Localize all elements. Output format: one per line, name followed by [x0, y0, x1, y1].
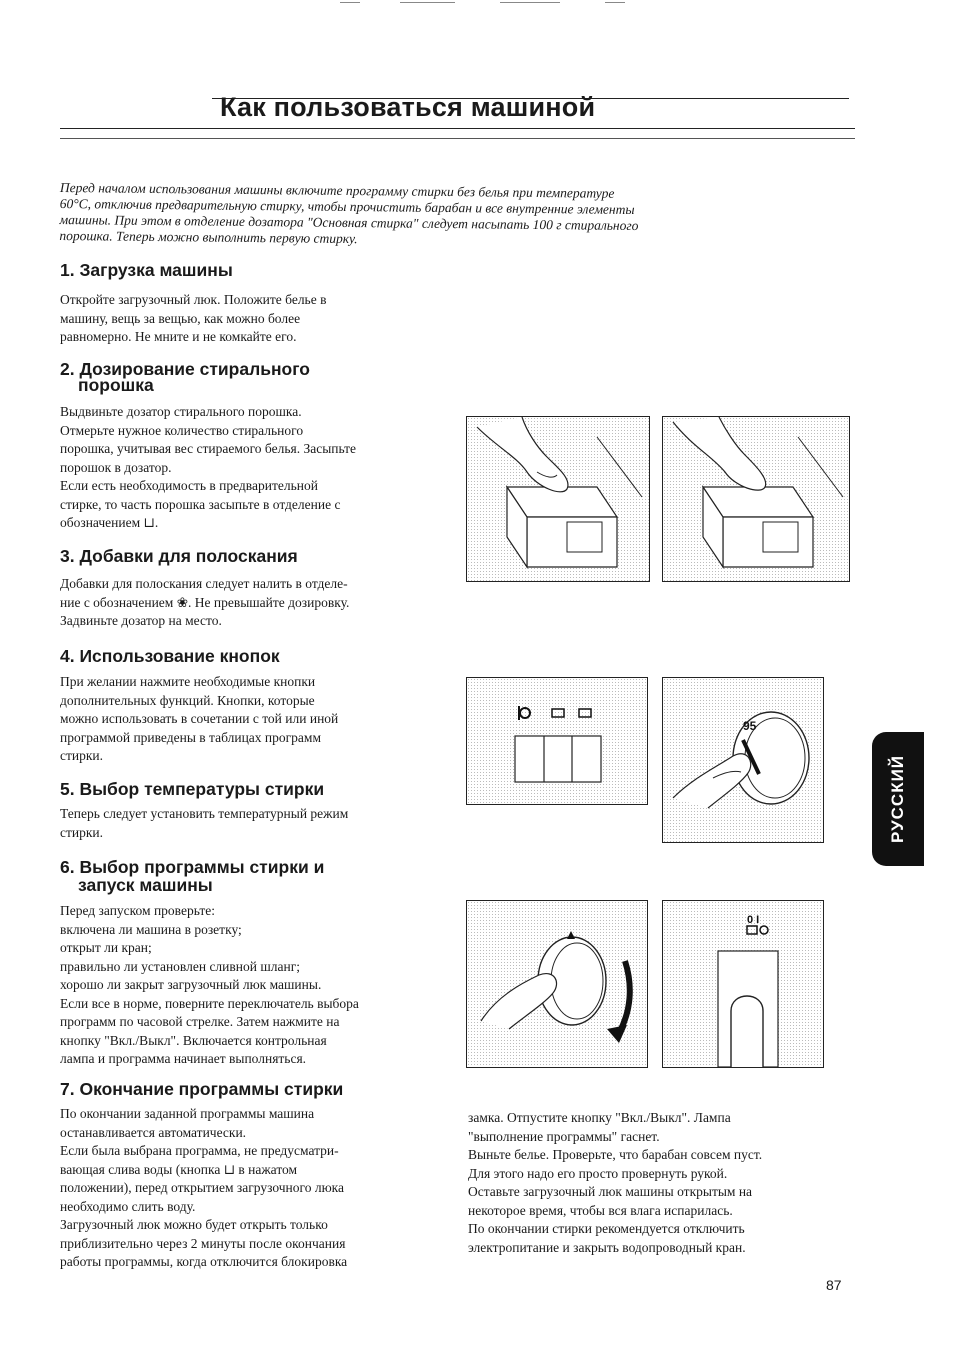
language-tab-label: РУССКИЙ — [888, 754, 907, 844]
text-line: Оставьте загрузочный люк машины открытым на — [468, 1184, 753, 1199]
text-line: дополнительных функций. Кнопки, которые — [60, 692, 315, 708]
figure-program-selector — [466, 900, 648, 1068]
text-line: положении), перед открытием загрузочного люка — [60, 1180, 345, 1195]
section-6-heading-cont: запуск машины — [78, 875, 213, 895]
figure-on-off-button — [662, 900, 824, 1068]
section-5-heading: 5. Выбор температуры стирки — [60, 779, 325, 799]
section-3-heading: 3. Добавки для полоскания — [60, 546, 298, 566]
text-line: хорошо ли закрыт загрузочный люк машины. — [60, 977, 322, 992]
text-line: Выньте белье. Проверьте, что барабан совсем пуст. — [468, 1147, 763, 1162]
figure-rinse-dispenser — [662, 416, 850, 582]
text-line: ние с обозначением ❀. Не превышайте дозировку. — [60, 594, 350, 610]
title-rule-bottom — [60, 128, 855, 129]
section-7-text — [60, 1105, 440, 1272]
section-7-heading: 7. Окончание программы стирки — [60, 1079, 344, 1099]
text-line: Отмерьте нужное количество стирального — [60, 422, 304, 438]
text-line: Откройте загрузочный люк. Положите белье в — [60, 292, 327, 307]
text-line: лампа и программа начинает выполняться. — [60, 1051, 307, 1066]
language-tab — [872, 732, 924, 866]
text-line: правильно ли установлен сливной шланг; — [60, 958, 300, 974]
text-line: Для этого надо его просто провернуть рукой. — [468, 1165, 728, 1181]
text-line: машину, вещь за вещью, как можно более — [60, 310, 301, 326]
text-line: некоторое время, чтобы вся влага испарилась. — [468, 1202, 733, 1218]
section-7-text-cont — [468, 1109, 848, 1257]
prewash-symbol: ⊔. — [143, 515, 159, 530]
text-line: По окончании заданной программы машина — [60, 1106, 315, 1121]
intro-line: порошка. Теперь можно выполнить первую стирку. — [59, 227, 358, 247]
text-line: обозначением — [60, 515, 141, 530]
text-line: Задвиньте дозатор на место. — [60, 613, 222, 628]
text-line: останавливается автоматически. — [60, 1124, 247, 1140]
power-symbol-icon: 0 I — [747, 914, 760, 926]
section-5-text — [60, 805, 440, 842]
text-line: порошка, учитывая вес стираемого белья. Засыпьте — [60, 441, 357, 456]
page-title: Как пользоваться машиной — [220, 92, 596, 122]
intro-line: машины. При этом в отделение дозатора "Основная стирка" следует насыпать 100 г стирального — [59, 211, 639, 234]
intro-line: Перед началом использования машины включите программу стирки без белья при температуре — [59, 180, 615, 201]
section-4-text — [60, 673, 440, 766]
section-2-heading: 2. Дозирование стирального — [60, 359, 310, 379]
intro-paragraph — [59, 180, 845, 252]
text-line: включена ли машина в розетку; — [60, 921, 242, 937]
figure-temperature-dial — [662, 677, 824, 843]
section-2-heading-cont: порошка — [78, 375, 154, 395]
text-line: приблизительно через 2 минуты после окончания — [60, 1235, 346, 1251]
section-1-heading: 1. Загрузка машины — [60, 260, 233, 280]
section-1-text — [60, 291, 440, 347]
text-line: стирки. — [60, 824, 104, 840]
text-line: порошок в дозатор. — [60, 459, 172, 475]
text-line: При желании нажмите необходимые кнопки — [60, 674, 316, 689]
text-line: Если все в норме, поверните переключатель выбора — [60, 995, 359, 1011]
text-line: Выдвиньте дозатор стирального порошка. — [60, 404, 302, 419]
section-6-heading: 6. Выбор программы стирки и — [60, 857, 325, 877]
figure-option-buttons — [466, 677, 648, 805]
text-line: Если есть необходимость в предварительной — [60, 478, 318, 493]
text-line: работы программы, когда отключится блокировка — [60, 1254, 348, 1269]
section-6-text — [60, 902, 440, 1069]
title-rule-bottom-2 — [60, 138, 855, 139]
intro-line: 60°С, отключив предварительную стирку, чтобы прочистить барабан и все внутренние элементы — [59, 195, 635, 218]
text-line: "выполнение программы" гаснет. — [468, 1128, 660, 1144]
text-line: стирке, то часть порошка засыпьте в отделение с — [60, 496, 341, 512]
figure-detergent-dispenser — [466, 416, 650, 582]
text-line: Добавки для полоскания следует налить в отделе- — [60, 576, 348, 591]
text-line: необходимо слить воду. — [60, 1198, 196, 1214]
text-line: вающая слива воды (кнопка ⊔ в нажатом — [60, 1161, 298, 1177]
text-line: электропитание и закрыть водопроводный кран. — [468, 1239, 746, 1255]
dial-label: 95 — [743, 719, 757, 733]
text-line: Если была выбрана программа, не предусматри- — [60, 1143, 339, 1158]
text-line: Загрузочный люк можно будет открыть только — [60, 1217, 328, 1232]
text-line: Перед запуском проверьте: — [60, 903, 215, 918]
text-line: По окончании стирки рекомендуется отключить — [468, 1221, 745, 1236]
page-number: 87 — [826, 1277, 842, 1293]
section-3-text — [60, 575, 440, 631]
section-4-heading: 4. Использование кнопок — [60, 646, 280, 666]
text-line: равномерно. Не мните и не комкайте его. — [60, 329, 297, 344]
text-line: замка. Отпустите кнопку "Вкл./Выкл". Лампа — [468, 1110, 731, 1125]
text-line: программ по часовой стрелке. Затем нажмите на — [60, 1014, 340, 1029]
section-2-text — [60, 403, 440, 533]
text-line: можно использовать в сочетании с той или иной — [60, 711, 339, 726]
text-line: стирки. — [60, 748, 104, 763]
text-line: открыт ли кран; — [60, 940, 152, 955]
text-line: Теперь следует установить температурный режим — [60, 806, 349, 821]
text-line: кнопку "Вкл./Выкл". Включается контрольная — [60, 1032, 327, 1048]
text-line: программой приведены в таблицах программ — [60, 729, 322, 745]
